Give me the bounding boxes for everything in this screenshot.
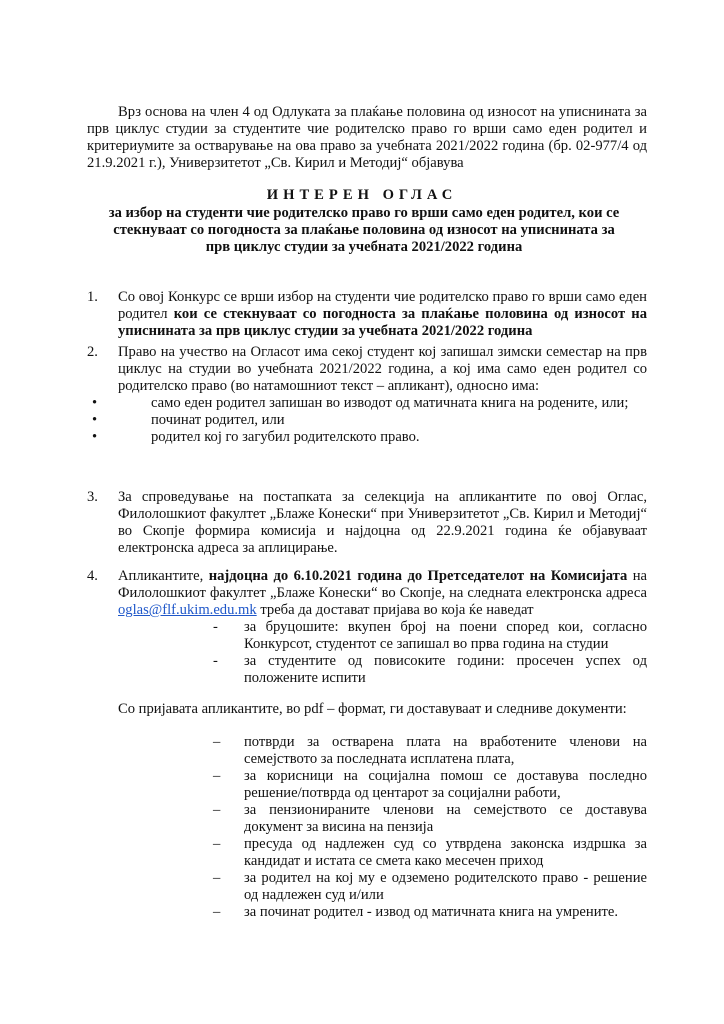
email-link[interactable]: oglas@flf.ukim.edu.mk	[118, 602, 257, 618]
item-number: 3.	[87, 489, 98, 505]
dash-icon: –	[213, 768, 221, 784]
bullet-icon: •	[92, 412, 98, 428]
dash-icon: –	[213, 836, 221, 852]
list-item-4	[87, 568, 647, 687]
item-1-bold: кои се стекнуваат со погодноста за плаќање половина од износот на уписнината за прв циклус студии за учебната 2021/2022 година	[118, 306, 647, 339]
documents-list	[213, 734, 647, 921]
bullet-icon: •	[92, 395, 98, 411]
dash-icon: -	[213, 619, 218, 635]
item-number: 1.	[87, 289, 98, 305]
notice-title: ИНТЕРЕН ОГЛАС	[266, 187, 458, 203]
document-item: – пресуда од надлежен суд со утврдена законска издршка за кандидат и истата се смета како месечен приход	[213, 836, 647, 869]
dash-icon: –	[213, 734, 221, 750]
intro-text: Врз основа на член 4 од Одлуката за плаќање половина од износот на уписнината за прв циклус студии за студентите чие родителско право го врши само еден родител и критериумите за остварување на ова право за учебната 2021/2022 година (бр. 02-977/4 од 21.9.2021 г.), Универзитетот „Св. Кирил и Методиј“ објавува	[87, 104, 647, 171]
dash-item: - за студентите од повисоките години: просечен успех од положените испити	[213, 653, 647, 686]
bullet-item: • родител кој го загубил родителското право.	[92, 429, 420, 445]
bullet-icon: •	[92, 429, 98, 445]
dash-item: - за бруцошите: вкупен број на поени според кои, согласно Конкурсот, студентот се запишал во прва година на студии	[213, 619, 647, 652]
item-3-text: За спроведување на постапката за селекција на апликантите по овој Оглас, Филолошкиот факултет „Блаже Конески“ при Универзитетот „Св. Кирил и Методиј“ во Скопје формира комисија и најдоцна од 22.9.2021 година ќе објавуваат електронска адреса за аплицирање.	[118, 489, 647, 556]
dash-icon: -	[213, 653, 218, 669]
item-2-bullets	[87, 395, 647, 446]
documents-intro: Со пријавата апликантите, во pdf – формат, ги доставуваат и следниве документи:	[118, 701, 627, 717]
document-item: – за починат родител - извод од матичната книга на умрените.	[213, 904, 619, 920]
bullet-item: • починат родител, или	[92, 412, 285, 428]
item-1-plain: Со овој Конкурс се врши избор на студенти чие родителско право го врши само еден родител	[118, 289, 647, 322]
list-item-2	[87, 344, 647, 446]
deadline-text: најдоцна до 6.10.2021 година до Претседателот на Комисијата	[208, 568, 628, 584]
item-1-text	[118, 289, 647, 340]
notice-subtitle: за избор на студенти чие родителско право го врши само еден родител, кои се стекнуваат со погодноста за плаќање половина од износот на уписнината за прв циклус студии за учебната 2021/2022 година	[108, 205, 620, 255]
item-4-text: Апликантите, најдоцна до 6.10.2021 година до Претседателот на Комисијата на Филолошкиот факултет „Блаже Конески“ во Скопје, на следната електронска адреса oglas@flf.ukim.edu.mk треба да достават пријава во која ќе наведат	[118, 568, 647, 618]
item-number: 2.	[87, 344, 98, 360]
bullet-item: • само еден родител запишан во изводот од матичната книга на родените, или;	[92, 395, 629, 411]
document-item: – за пензионираните членови на семејството се доставува документ за висина на пензија	[213, 802, 647, 835]
item-4-dashes	[213, 619, 647, 687]
dash-icon: –	[213, 870, 221, 886]
dash-icon: –	[213, 802, 221, 818]
item-2-text: Право на учество на Огласот има секој студент кој запишал зимски семестар на прв циклус на студии во учебната 2021/2022 година, а кој има само еден родител со родителско право (во натамошниот текст – апликант), односно има:	[118, 344, 647, 394]
intro-paragraph	[87, 104, 647, 172]
document-item: – за родител на кој му е одземено родителското право - решение од надлежен суд и/или	[213, 870, 647, 903]
list-item-3	[87, 489, 647, 557]
item-number: 4.	[87, 568, 98, 584]
dash-icon: –	[213, 904, 221, 920]
document-item: – за корисници на социјална помош се доставува последно решение/потврда од центарот за социјални работи,	[213, 768, 647, 801]
list-item-1	[87, 289, 647, 340]
document-item: – потврди за остварена плата на вработените членови на семејството за последната исплатена плата,	[213, 734, 647, 767]
